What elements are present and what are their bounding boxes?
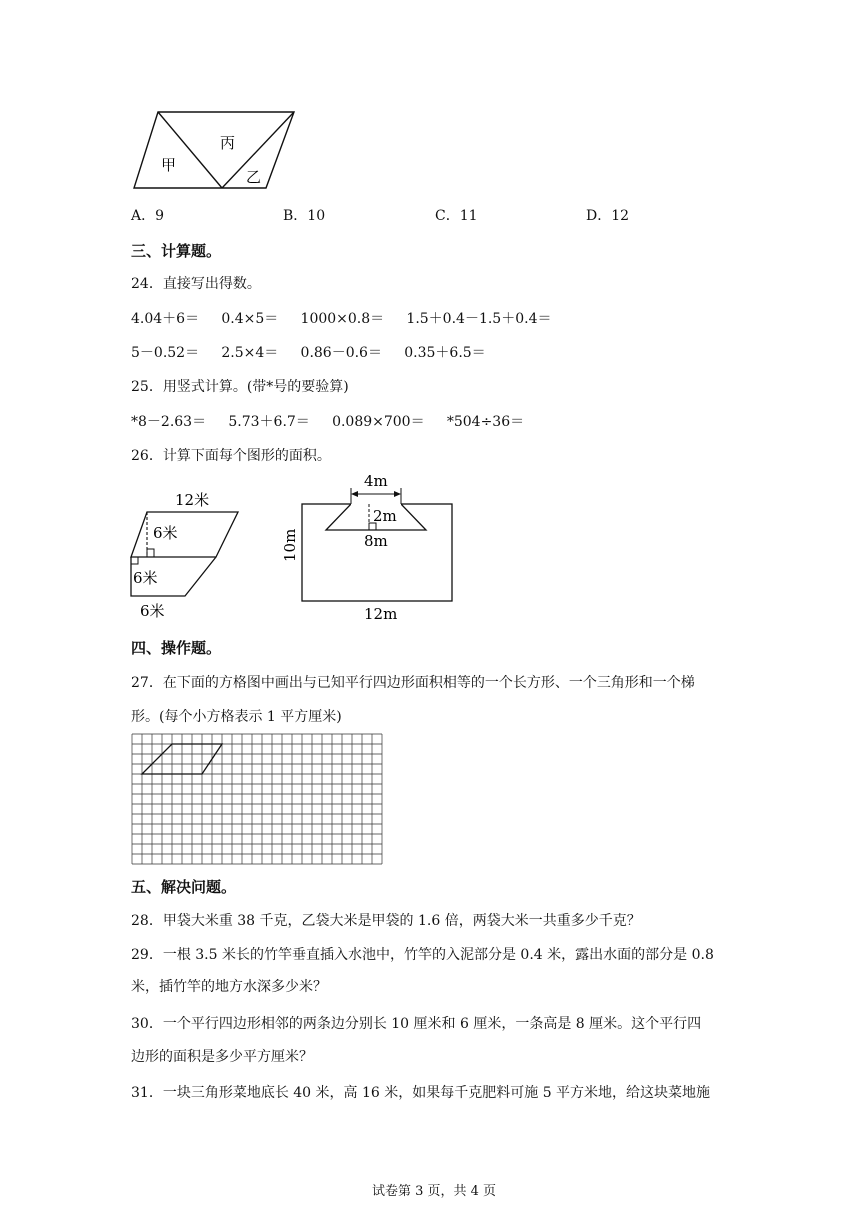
- fig1-top-label: 12米: [175, 491, 210, 509]
- q24-item: 5－0.52＝: [131, 345, 200, 361]
- q23-option-a: A．9: [131, 208, 165, 224]
- q23-option-b: B．10: [283, 208, 326, 224]
- q24-item: 0.4×5＝: [221, 311, 279, 327]
- q24-item: 2.5×4＝: [221, 345, 279, 361]
- q31: 31．一块三角形菜地底长 40 米，高 16 米，如果每千克肥料可施 5 平方米地，给这块菜地施: [131, 1085, 711, 1101]
- fig2-top-label: 4m: [364, 472, 388, 490]
- q27-line2: 形。(每个小方格表示 1 平方厘米): [131, 709, 342, 725]
- fig2-trap-height-label: 2m: [373, 507, 397, 525]
- q23-option-c: C．11: [435, 208, 478, 224]
- q25-item: *504÷36＝: [446, 414, 525, 430]
- label-jia: 甲: [161, 156, 177, 174]
- rectangle-trapezoid-figure: [278, 470, 458, 625]
- q24-row2: [131, 342, 486, 362]
- q24-item: 1.5＋0.4－1.5＋0.4＝: [406, 311, 552, 327]
- q26-stem: 26．计算下面每个图形的面积。: [131, 448, 331, 464]
- q29-line1: 29．一根 3.5 米长的竹竿垂直插入水池中，竹竿的入泥部分是 0.4 米，露出水面的部分是 0.8: [131, 947, 714, 963]
- section4-title: 四、操作题。: [131, 639, 222, 657]
- q24-item: 0.35＋6.5＝: [404, 345, 486, 361]
- q25-item: 5.73＋6.7＝: [228, 414, 310, 430]
- q25-item: *8－2.63＝: [131, 414, 207, 430]
- page-footer: 试卷第 3 页，共 4 页: [371, 1184, 497, 1199]
- fig2-side-label: 10m: [281, 528, 299, 562]
- q24-item: 1000×0.8＝: [300, 311, 385, 327]
- fig1-bottom-label: 6米: [140, 602, 165, 620]
- q24-item: 0.86－0.6＝: [300, 345, 382, 361]
- composite-shape-figure: [125, 485, 255, 625]
- fig2-trap-bottom-label: 8m: [364, 532, 388, 550]
- q27-line1: 27．在下面的方格图中画出与已知平行四边形面积相等的一个长方形、一个三角形和一个梯: [131, 675, 695, 691]
- q30-line1: 30．一个平行四边形相邻的两条边分别长 10 厘米和 6 厘米，一条高是 8 厘米。这个平行四: [131, 1016, 702, 1032]
- section3-title: 三、计算题。: [131, 242, 222, 260]
- section5-title: 五、解决问题。: [131, 878, 237, 896]
- fig1-height2-label: 6米: [133, 569, 158, 587]
- label-yi: 乙: [246, 168, 262, 186]
- label-bing: 丙: [220, 134, 236, 152]
- q25-item: 0.089×700＝: [332, 414, 425, 430]
- q25-items: [131, 411, 524, 431]
- q23-option-d: D．12: [586, 208, 630, 224]
- parallelogram-triangles-figure: [128, 108, 300, 194]
- q24-stem: 24．直接写出得数。: [131, 276, 261, 292]
- fig2-bottom-label: 12m: [364, 605, 398, 623]
- fig1-height1-label: 6米: [153, 524, 178, 542]
- q30-line2: 边形的面积是多少平方厘米？: [131, 1049, 313, 1065]
- q25-stem: 25．用竖式计算。(带*号的要验算): [131, 379, 349, 395]
- q24-item: 4.04＋6＝: [131, 311, 200, 327]
- q29-line2: 米，插竹竿的地方水深多少米？: [131, 979, 327, 995]
- q28: 28．甲袋大米重 38 千克，乙袋大米是甲袋的 1.6 倍，两袋大米一共重多少千克？: [131, 913, 641, 929]
- q24-row1: [131, 308, 551, 328]
- square-grid: [131, 733, 387, 865]
